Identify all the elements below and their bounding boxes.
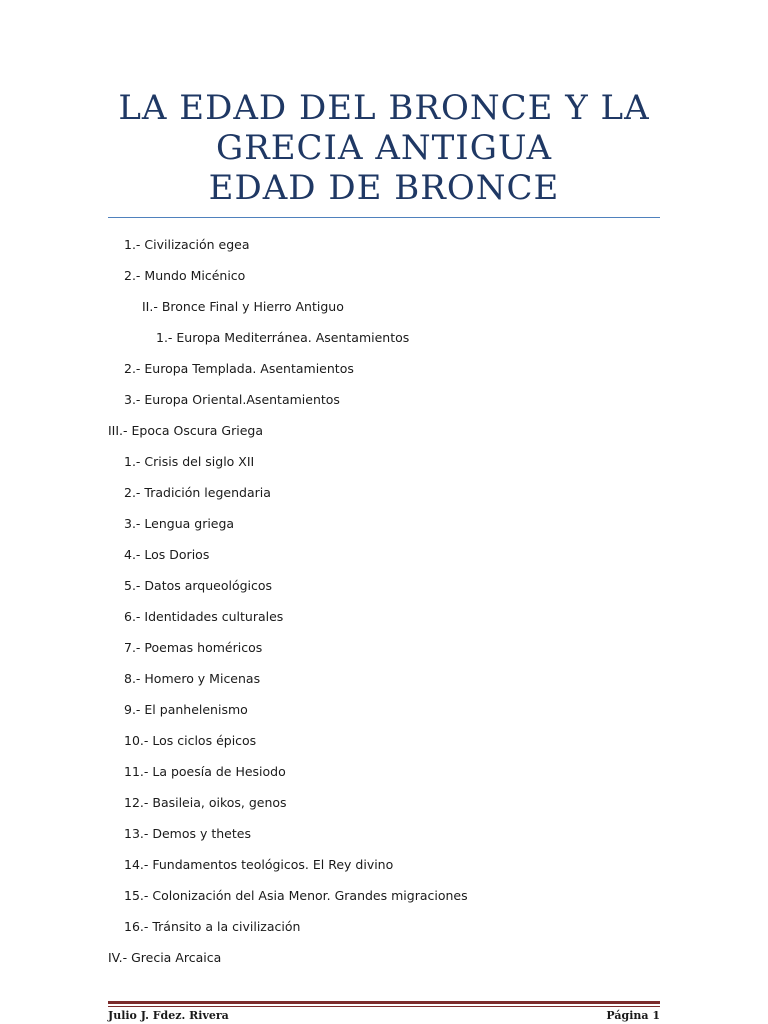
toc-item: 8.- Homero y Micenas xyxy=(124,671,261,686)
toc-item: IV.- Grecia Arcaica xyxy=(108,950,222,965)
title-line-3: EDAD DE BRONCE xyxy=(208,168,560,208)
toc-item: 4.- Los Dorios xyxy=(124,547,210,562)
footer-author: Julio J. Fdez. Rivera xyxy=(108,1009,229,1022)
toc-item: 14.- Fundamentos teológicos. El Rey divino xyxy=(124,857,394,872)
toc-item: 15.- Colonización del Asia Menor. Grandes migraciones xyxy=(124,888,468,903)
toc-item: 1.- Crisis del siglo XII xyxy=(124,454,255,469)
toc-item: 1.- Europa Mediterránea. Asentamientos xyxy=(156,330,410,345)
toc-item: 12.- Basileia, oikos, genos xyxy=(124,795,287,810)
toc-item: 13.- Demos y thetes xyxy=(124,826,251,841)
toc-item: 5.- Datos arqueológicos xyxy=(124,578,273,593)
title-line-2: GRECIA ANTIGUA xyxy=(215,128,553,168)
toc-item: 9.- El panhelenismo xyxy=(124,702,248,717)
toc-item: 16.- Tránsito a la civilización xyxy=(124,919,301,934)
toc-item: 2.- Europa Templada. Asentamientos xyxy=(124,361,354,376)
toc-item: III.- Epoca Oscura Griega xyxy=(108,423,264,438)
footer-divider-thick xyxy=(108,1001,660,1004)
toc-item: II.- Bronce Final y Hierro Antiguo xyxy=(142,299,344,314)
document-title xyxy=(108,88,660,208)
toc-item: 3.- Lengua griega xyxy=(124,516,235,531)
footer-divider-thin xyxy=(108,1006,660,1007)
title-divider xyxy=(108,217,660,218)
footer-page-number: Página 1 xyxy=(606,1009,660,1022)
title-line-1: LA EDAD DEL BRONCE Y LA xyxy=(118,88,650,128)
toc-item: 11.- La poesía de Hesiodo xyxy=(124,764,286,779)
toc-item: 6.- Identidades culturales xyxy=(124,609,284,624)
toc-item: 7.- Poemas homéricos xyxy=(124,640,263,655)
toc-item: 2.- Tradición legendaria xyxy=(124,485,271,500)
toc-item: 1.- Civilización egea xyxy=(124,237,250,252)
toc-item: 3.- Europa Oriental.Asentamientos xyxy=(124,392,340,407)
toc-item: 2.- Mundo Micénico xyxy=(124,268,246,283)
toc-item: 10.- Los ciclos épicos xyxy=(124,733,257,748)
